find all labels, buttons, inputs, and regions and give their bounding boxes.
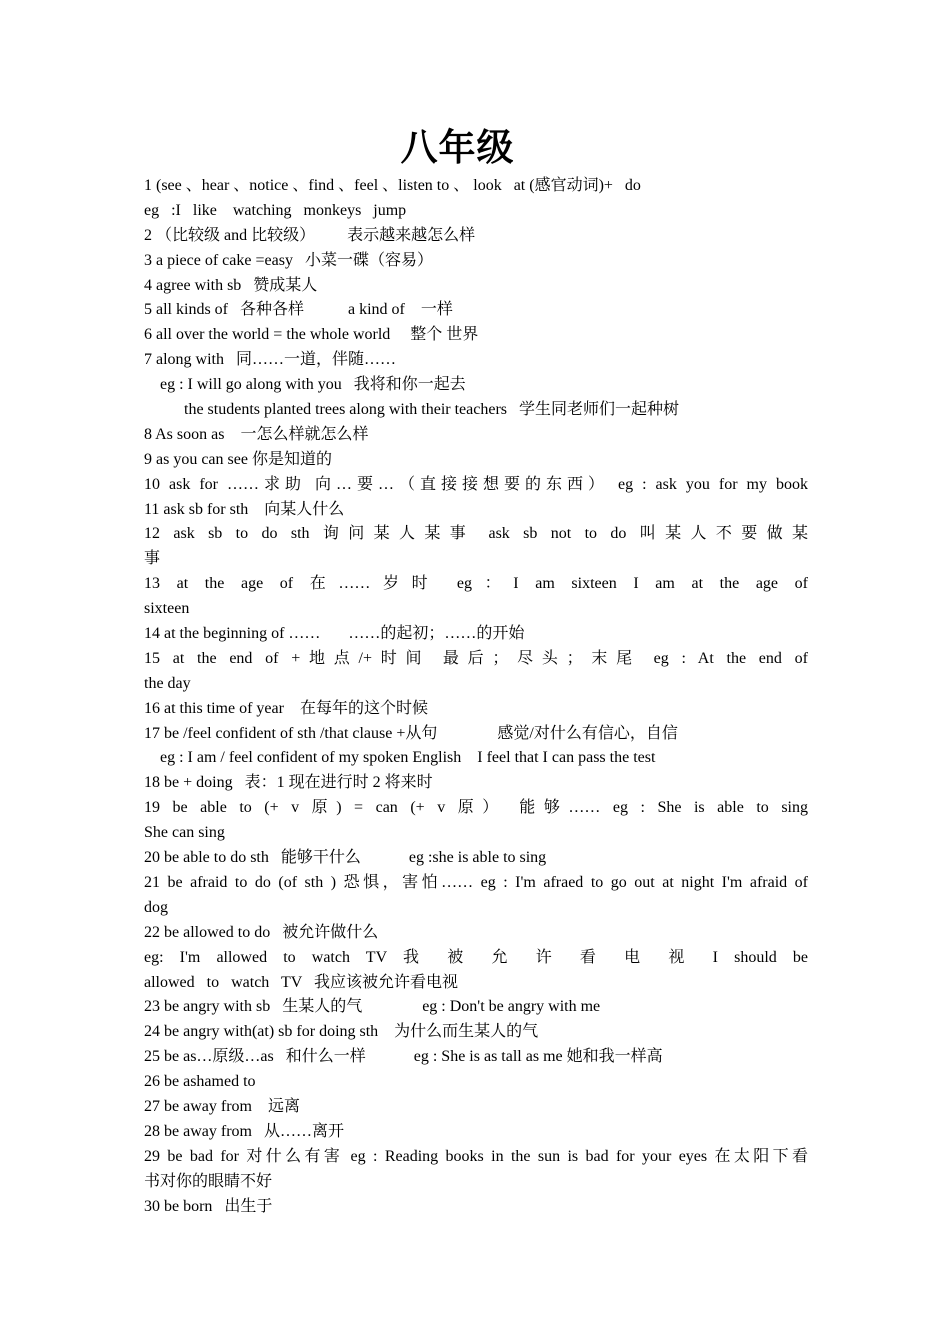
text-line: 22 be allowed to do 被允许做什么 xyxy=(144,923,379,941)
text-line: 5 all kinds of 各种各样 a kind of 一样 xyxy=(144,301,453,319)
text-line: 25 be as…原级…as 和什么一样 eg : She is as tall as me 她和我一样高 xyxy=(144,1048,663,1066)
text-line: 3 a piece of cake =easy 小菜一碟（容易） xyxy=(144,251,433,269)
text-line: 13 at the age of 在……岁时 eg：I am sixteen I am at the age of xyxy=(144,575,808,593)
text-line: 23 be angry with sb 生某人的气 eg : Don't be angry with me xyxy=(144,998,601,1016)
text-line: 19 be able to (+ v 原) = can (+ v 原） 能够…… eg : She is able to sing xyxy=(144,799,808,817)
text-line: 30 be born 出生于 xyxy=(144,1197,273,1215)
text-line: 27 be away from 远离 xyxy=(144,1097,300,1115)
text-line: 14 at the beginning of …… ……的起初；……的开始 xyxy=(144,625,525,643)
text-line: eg :I like watching monkeys jump xyxy=(144,201,407,219)
text-line: 28 be away from 从……离开 xyxy=(144,1122,344,1140)
text-line: the day xyxy=(144,674,191,692)
text-line: the students planted trees along with their teachers 学生同老师们一起种树 xyxy=(144,401,680,419)
text-line: 29 be bad for 对什么有害 eg : Reading books in the sun is bad for your eyes 在太阳下看 xyxy=(144,1147,808,1165)
text-line: 8 As soon as 一怎么样就怎么样 xyxy=(144,425,369,443)
text-line: 15 at the end of +地点/+时间 最后；尽头；末尾 eg : At the end of xyxy=(144,649,808,667)
text-line: eg: I'm allowed to watch TV 我 被 允 许 看 电 视 I should be xyxy=(144,948,808,966)
text-line: 12 ask sb to do sth 询问某人某事 ask sb not to do 叫某人不要做某 xyxy=(144,525,808,543)
text-line: She can sing xyxy=(144,824,225,842)
text-line: 10 ask for ……求助 向…要…（直接接想要的东西） eg : ask you for my book xyxy=(144,475,808,493)
text-line: 2 （比较级 and 比较级） 表示越来越怎么样 xyxy=(144,226,476,244)
text-line: eg : I will go along with you 我将和你一起去 xyxy=(144,376,466,394)
text-line: 26 be ashamed to xyxy=(144,1073,256,1091)
page-title: 八年级 xyxy=(400,128,515,169)
text-line: 21 be afraid to do (of sth ) 恐惧，害怕…… eg : I'm afraed to go out at night I'm afraid of xyxy=(144,873,808,891)
text-line: 9 as you can see 你是知道的 xyxy=(144,450,332,468)
text-line: allowed to watch TV 我应该被允许看电视 xyxy=(144,973,459,991)
text-line: 20 be able to do sth 能够干什么 eg :she is able to sing xyxy=(144,849,547,867)
text-line: 4 agree with sb 赞成某人 xyxy=(144,276,318,294)
text-line: 24 be angry with(at) sb for doing sth 为什么而生某人的气 xyxy=(144,1023,539,1041)
text-line: 6 all over the world = the whole world 整个 世界 xyxy=(144,326,479,344)
text-line: dog xyxy=(144,898,168,916)
text-line: eg : I am / feel confident of my spoken English I feel that I can pass the test xyxy=(144,749,656,767)
text-line: sixteen xyxy=(144,600,190,618)
text-line: 事 xyxy=(144,550,161,568)
text-line: 18 be + doing 表：1 现在进行时 2 将来时 xyxy=(144,774,433,792)
vocabulary-list xyxy=(144,174,808,1219)
text-line: 7 along with 同……一道，伴随…… xyxy=(144,351,396,369)
text-line: 1 (see 、hear 、notice 、find 、feel 、listen to 、 look at (感官动词)+ do xyxy=(144,177,641,194)
text-line: 16 at this time of year 在每年的这个时候 xyxy=(144,699,428,717)
text-line: 11 ask sb for sth 向某人什么 xyxy=(144,500,345,518)
text-line: 17 be /feel confident of sth /that clause +从句 感觉/对什么有信心，自信 xyxy=(144,724,678,742)
text-line: 书对你的眼睛不好 xyxy=(144,1172,273,1190)
